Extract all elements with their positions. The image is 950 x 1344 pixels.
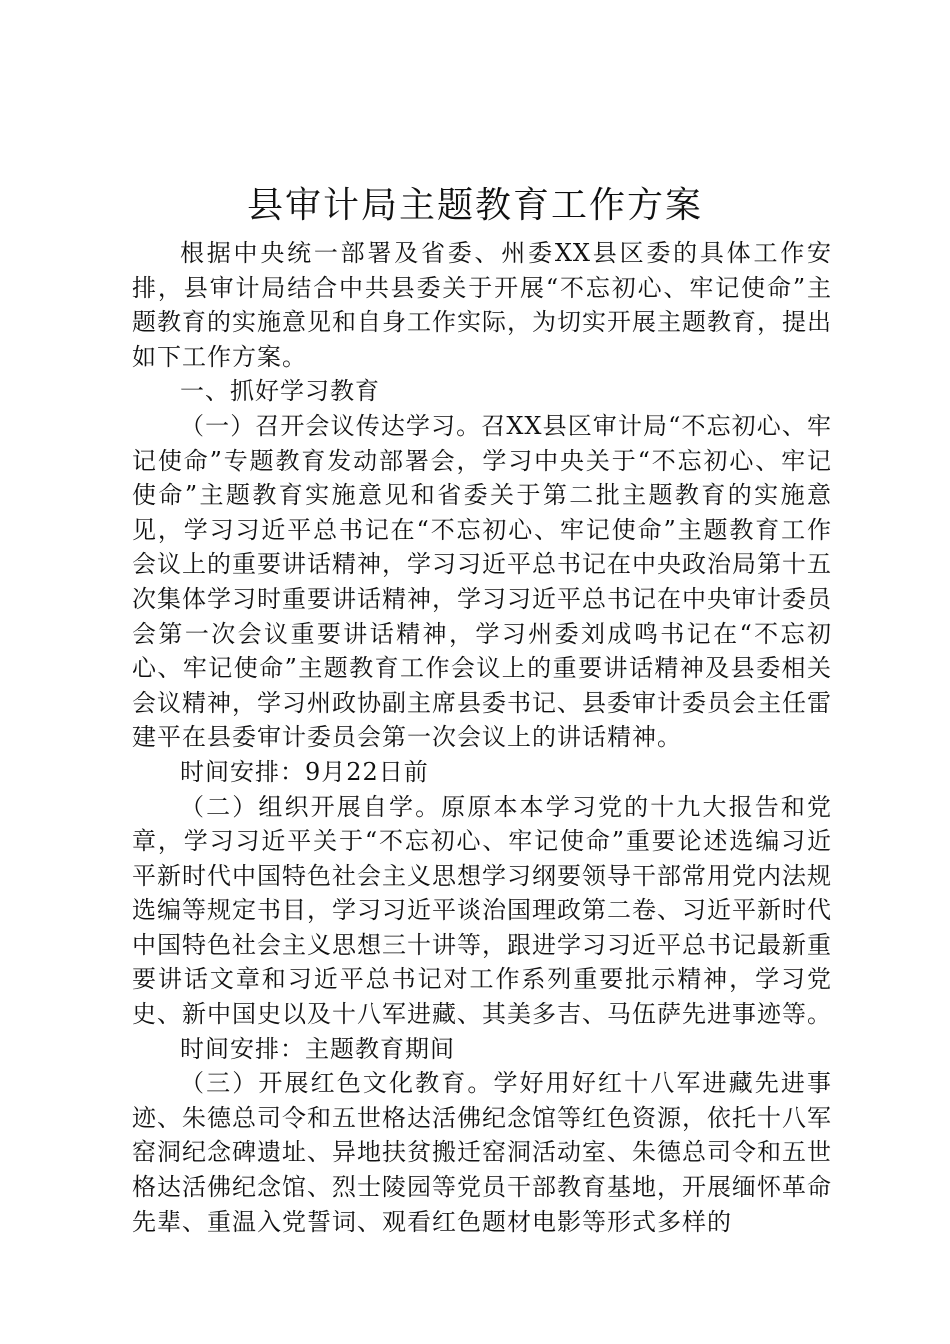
schedule-1-paragraph: 时间安排：9月22日前 xyxy=(180,757,429,786)
item-2-paragraph: （二）组织开展自学。原原本本学习党的十九大报告和党章，学习习近平关于“不忘初心、牢记使命”重要论述选编习近平新时代中国特色社会主义思想学习纲要领导干部常用党内法规选编等规定书目，学习习近平谈治国理政第二卷、习近平新时代中国特色社会主义思想三十讲等，跟进学习习近平总书记最新重要讲话文章和习近平总书记对工作系列重要批示精神，学习党史、新中国史以及十八军进藏、其美多吉、马伍萨先进事迹等。 xyxy=(132,792,832,1029)
schedule-2-paragraph: 时间安排：主题教育期间 xyxy=(180,1034,455,1063)
item-3-paragraph: （三）开展红色文化教育。学好用好红十八军进藏先进事迹、朱德总司令和五世格达活佛纪念馆等红色资源，依托十八军窑洞纪念碑遗址、异地扶贫搬迁窑洞活动室、朱德总司令和五世格达活佛纪念馆、烈士陵园等党员干部教育基地，开展缅怀革命先辈、重温入党誓词、观看红色题材电影等形式多样的 xyxy=(132,1069,832,1236)
intro-paragraph: 根据中央统一部署及省委、州委XX县区委的具体工作安排，县审计局结合中共县委关于开展“不忘初心、牢记使命”主题教育的实施意见和自身工作实际，为切实开展主题教育，提出如下工作方案。 xyxy=(132,239,832,371)
item-1-paragraph: （一）召开会议传达学习。召XX县区审计局“不忘初心、牢记使命”专题教育发动部署会，学习中央关于“不忘初心、牢记使命”主题教育实施意见和省委关于第二批主题教育的实施意见，学习习近平总书记在“不忘初心、牢记使命”主题教育工作会议上的重要讲话精神，学习习近平总书记在中央政治局第十五次集体学习时重要讲话精神，学习习近平总书记在中央审计委员会第一次会议重要讲话精神，学习州委刘成鸣书记在“不忘初心、牢记使命”主题教育工作会议上的重要讲话精神及县委相关会议精神，学习州政协副主席县委书记、县委审计委员会主任雷建平在县委审计委员会第一次会议上的讲话精神。 xyxy=(132,411,832,752)
section-heading: 一、抓好学习教育 xyxy=(180,377,380,406)
document-title: 县审计局主题教育工作方案 xyxy=(246,185,703,226)
document-body xyxy=(132,236,832,1239)
